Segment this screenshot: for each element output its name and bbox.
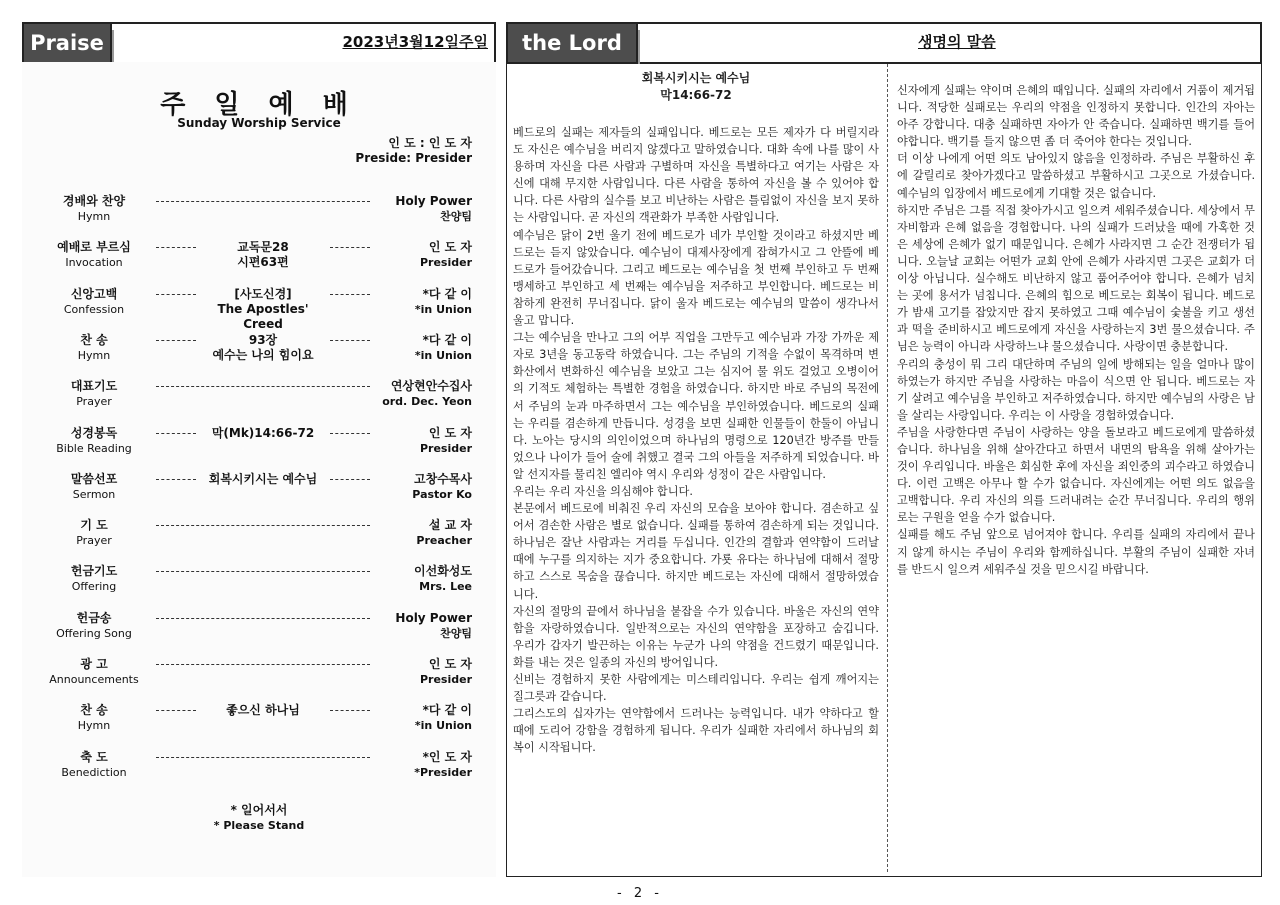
sermon-paragraph: 베드로의 실패는 제자들의 실패입니다. 베드로는 모든 제자가 다 버릴지라도 자신은 예수님을 버리지 않겠다고 말하였습니다. 대화 속에 나를 많이 사용하며 자신을 다른 사람과 구별하며 자신을 특별하다고 여기는 사람은 자신에 대해 무지한 사람입니다. 다른 사람을 통하여 자신을 볼 수 있어야 합니다. 다른 사람의 실수를 보고 비난하는 사람은 틀림없이 자신을 보지 못하는 사람입니다. 곧 자신의 객관화가 부족한 사람입니다. [513, 126, 879, 225]
leader-dots [156, 386, 370, 387]
order-item-name [44, 750, 144, 780]
service-subtitle: Sunday Worship Service [177, 116, 341, 130]
please-stand-ko: * 일어서서 [230, 803, 288, 817]
order-item-ko: 신앙고백 [70, 286, 118, 301]
leader-line-1: Holy Power [395, 610, 472, 625]
order-row [22, 564, 496, 604]
order-item-leader [362, 657, 472, 687]
leader-line-2: ord. Dec. Yeon [382, 395, 472, 409]
leader-line-1: *다 같 이 [422, 703, 472, 718]
order-item-name [44, 333, 144, 363]
sermon-paragraph: 우리의 충성이 뭐 그리 대단하며 주님의 일에 방해되는 일을 얼마나 많이 하였는가 하지만 주님을 사랑하는 마음이 식으면 안 됩니다. 베드로는 자기 살려고 예수님을 부인하고 저주하였습니다. 하지만 예수님의 사랑은 남을 살리는 사랑입니다. 우리는 이 사랑을 경험하였습니다. [897, 357, 1255, 422]
leader-line-2: 찬양팀 [440, 210, 472, 223]
sermon-title: 회복시키시는 예수님 [641, 71, 751, 85]
order-row [22, 703, 496, 743]
order-item-ko: 축 도 [80, 749, 108, 764]
order-item-leader [362, 750, 472, 780]
order-item-en: Bible Reading [56, 441, 132, 455]
order-item-en: Invocation [65, 256, 123, 270]
leader-line-1: 설 교 자 [428, 518, 472, 533]
column-divider [887, 64, 888, 872]
page-number: - 2 - [617, 886, 663, 901]
sermon-panel [506, 60, 1262, 877]
sermon-paragraph: 하지만 주님은 그를 직접 찾아가시고 일으켜 세워주셨습니다. 세상에서 무자비함과 은혜 없음을 경험합니다. 나의 실패가 드러났을 때에 가혹한 것은 세상에 은혜가 없기 때문입니다. 은혜가 사라지면 그 순간 전쟁터가 됩니다. 오늘날 교회는 어떤가 교회 안에 은혜가 사라지면 그곳은 교회가 더 이상 아닙니다. 실수해도 비난하지 않고 품어주어야 합니다. 은혜가 넘치는 곳에 용서가 넘칩니다. 은혜의 힘으로 베드로는 회복이 됩니다. 베드로가 밤새 고기를 잡았지만 잡지 못하였고 그때 예수님이 숯불을 키고 생선과 떡을 준비하시고 베드로에게 자신을 사랑하는지 3번 물으셨습니다. 주님은 능력이 아니라 사랑하느냐 물으셨습니다. 사랑이면 충분합니다. [897, 203, 1255, 354]
leader-line-2: Pastor Ko [412, 487, 472, 501]
leader-line-1: 인 도 자 [428, 240, 472, 255]
please-stand-note [22, 802, 496, 834]
order-item-name [44, 379, 144, 409]
detail-line-2: The Apostles' Creed [217, 301, 309, 331]
sermon-paragraph: 신자에게 실패는 약이며 은혜의 때입니다. 실패의 자리에서 거품이 제거됩니다. 적당한 실패로는 우리의 약점을 인정하지 못합니다. 인간의 자아는 아주 강합니다. 대충 실패하면 자아가 안 죽습니다. 실패하면 백기를 들어야합니다. 백기를 들지 않으면 좀 더 죽어야 한다는 것입니다. [897, 84, 1255, 149]
leader-line-1: *인 도 자 [422, 749, 472, 764]
order-item-ko: 성경봉독 [70, 425, 118, 440]
order-item-name [44, 611, 144, 641]
service-title: 주 일 예 배 [160, 90, 358, 120]
order-row [22, 286, 496, 331]
sermon-paragraph: 예수님은 닭이 2번 울기 전에 베드로가 네가 부인할 것이라고 하셨지만 베드로는 듣지 않았습니다. 예수님이 대제사장에게 잡혀가시고 그 안뜰에 베드로가 들어갔습니다. 그리고 베드로는 예수님을 첫 번째 부인하고 두 번째 맹세하고 부인하고 세 번째는 예수님을 저주하고 부인합니다. 베드로는 비참하게 완전히 무너집니다. 닭이 울자 베드로는 예수님의 말씀이 생각나서 울고 맙니다. [513, 228, 879, 328]
order-item-leader [362, 240, 472, 270]
right-page [506, 0, 1262, 905]
worship-order-panel [22, 62, 496, 877]
leader-line-2: *in Union [414, 719, 472, 733]
sermon-column-2 [897, 82, 1255, 578]
leader-line-1: Holy Power [395, 194, 472, 208]
order-item-name [44, 240, 144, 270]
order-row [22, 240, 496, 280]
leader-dots [156, 525, 370, 526]
order-item-en: Prayer [76, 395, 112, 409]
right-header-bar [506, 22, 1262, 64]
leader-line-2: Presider [419, 256, 472, 270]
the-lord-tab: the Lord [506, 22, 638, 64]
leader-dots [156, 247, 196, 248]
leader-dots [156, 479, 196, 480]
leader-line-1: *다 같 이 [422, 286, 472, 301]
order-item-ko: 경배와 찬양 [62, 194, 126, 208]
order-row [22, 518, 496, 558]
order-item-name [44, 518, 144, 548]
order-item-ko: 말씀선포 [70, 471, 118, 486]
leader-dots [156, 664, 370, 665]
order-item-ko: 기 도 [80, 518, 108, 533]
order-item-leader [362, 379, 472, 409]
sermon-paragraph: 본문에서 베드로에 비춰진 우리 자신의 모습을 보아야 합니다. 겸손하고 싶어서 겸손한 사람은 별로 없습니다. 실패를 통하여 겸손하게 되는 것입니다. 하나님은 잘난 사람과는 거리를 두십니다. 인간의 결함과 연약함이 드러날 때에 누구를 의지하는 지가 중요합니다. 가룟 유다는 하나님에 대해서 절망하고 스스로 목숨을 끊습니다. 하지만 베드로는 자신에 대해서 절망하였습니다. [513, 502, 879, 601]
order-item-ko: 헌금기도 [70, 564, 118, 579]
preside-line [355, 136, 472, 166]
order-item-en: Benediction [61, 765, 127, 779]
detail-line-2: 시편63편 [237, 255, 289, 270]
order-item-detail [198, 333, 328, 363]
leader-line-2: *in Union [414, 348, 472, 362]
order-item-en: Offering Song [56, 626, 132, 640]
order-item-detail [198, 426, 328, 441]
order-item-ko: 대표기도 [70, 379, 118, 394]
leader-dots [156, 571, 370, 572]
leader-line-1: *다 같 이 [422, 332, 472, 347]
order-item-en: Sermon [72, 487, 116, 501]
leader-line-1: 인 도 자 [428, 657, 472, 671]
sermon-heading [513, 70, 879, 104]
word-of-life-title: 생명의 말씀 [918, 33, 996, 51]
order-item-en: Hymn [77, 719, 111, 733]
leader-line-1: 연상현안수집사 [390, 379, 472, 394]
order-item-en: Offering [71, 580, 117, 594]
sermon-paragraph: 그리스도의 십자가는 연약함에서 드러나는 능력입니다. 내가 약하다고 할 때에 도리어 강함을 경험하게 됩니다. 우리가 실패한 자리에서 하나님의 회복이 시작됩니다. [513, 707, 879, 755]
order-item-leader [362, 426, 472, 456]
order-item-detail [198, 472, 328, 487]
leader-dots [156, 201, 370, 202]
detail-line-1: 교독문28 [237, 240, 289, 255]
order-item-name [44, 657, 144, 687]
order-item-name [44, 472, 144, 502]
detail-line-1: 막(Mk)14:66-72 [211, 425, 315, 440]
leader-dots [156, 710, 196, 711]
left-page [22, 0, 496, 905]
order-item-leader [362, 333, 472, 363]
praise-tab: Praise [22, 22, 112, 64]
leader-line-2: *in Union [414, 302, 472, 316]
order-item-detail [198, 240, 328, 270]
order-item-leader [362, 564, 472, 594]
order-item-en: Announcements [49, 673, 139, 686]
order-item-en: Hymn [77, 210, 111, 223]
order-item-ko: 찬 송 [80, 703, 108, 718]
order-row [22, 194, 496, 234]
sermon-reference: 막14:66-72 [660, 88, 732, 102]
preside-ko: 인 도 : 인 도 자 [388, 136, 472, 150]
order-item-leader [362, 611, 472, 641]
please-stand-en: * Please Stand [213, 819, 305, 832]
order-row [22, 426, 496, 466]
order-item-leader [362, 703, 472, 733]
sermon-paragraph: 신비는 경험하지 못한 사람에게는 미스테리입니다. 우리는 쉽게 깨어지는 질그릇과 같습니다. [513, 673, 879, 704]
sermon-paragraph: 우리는 우리 자신을 의심해야 합니다. [513, 484, 693, 498]
order-item-name [44, 564, 144, 594]
order-item-en: Hymn [77, 348, 111, 362]
leader-dots [156, 294, 196, 295]
leader-line-2: Preacher [416, 534, 472, 548]
order-item-name [44, 703, 144, 733]
order-row [22, 750, 496, 790]
order-row [22, 472, 496, 512]
preside-en: Preside: Presider [355, 151, 472, 165]
sermon-paragraph: 더 이상 나에게 어떤 의도 남아있지 않음을 인정하라. 주님은 부활하신 후에 갈릴리로 찾아가겠다고 말씀하셨고 부활하시고 그곳으로 가셨습니다. 예수님의 입장에서 베드로에게 기대할 것은 없습니다. [897, 152, 1255, 200]
leader-dots [156, 433, 196, 434]
sermon-paragraph: 그는 예수님을 만나고 그의 어부 직업을 그만두고 예수님과 가장 가까운 제자로 3년을 동고동락 하였습니다. 그는 주님의 기적을 수없이 목격하며 변화산에서 변화하신 예수님을 보았고 그는 심지어 물 위도 걸었고 오병이어의 기적도 체험하는 특별한 경험을 하였습니다. 하지만 바로 주님의 목전에서 주님의 눈과 마주하면서 그는 예수님을 부인하였습니다. 베드로의 실패는 우리를 겸손하게 만듭니다. 성경을 보면 실패한 인물들이 한둘이 아닙니다. 노아는 당시의 의인이었으며 하나님의 명령으로 120년간 방주를 만들었으나 나이가 들어 술에 취했고 결국 그의 아들을 저주하게 되었습니다. 바알 선지자를 물리친 엘리야 역시 우리와 성정이 같은 사람입니다. [513, 331, 879, 481]
order-item-name [44, 287, 144, 317]
sermon-column-1 [513, 70, 879, 756]
order-item-leader [362, 194, 472, 224]
leader-line-1: 이선화성도 [414, 564, 472, 579]
order-item-detail [198, 703, 328, 718]
order-item-en: Confession [63, 302, 125, 316]
detail-line-2: 예수는 나의 힘이요 [212, 347, 314, 362]
leader-line-2: Presider [419, 441, 472, 455]
sermon-paragraph: 주님을 사랑한다면 주님이 사랑하는 양을 돌보라고 베드로에게 말씀하셨습니다. 하나님을 위해 살아간다고 하면서 내면의 탐욕을 위해 살아가는 것이 우리입니다. 바울은 회심한 후에 자신을 죄인중의 괴수라고 하였습니다. 이런 고백은 아무나 할 수가 없습니다. 자신에게는 어떤 의도 없음을 고백합니다. 우리 자신의 의를 드러내려는 순간 무너집니다. 우리의 행위로는 구원을 얻을 수가 없습니다. [897, 425, 1255, 525]
order-item-leader [362, 472, 472, 502]
leader-line-2: Presider [419, 673, 472, 686]
detail-line-1: [사도신경] [234, 286, 292, 301]
order-row [22, 379, 496, 419]
order-item-name [44, 426, 144, 456]
order-item-ko: 헌금송 [76, 610, 112, 625]
order-item-leader [362, 518, 472, 548]
order-item-detail [198, 287, 328, 332]
order-row [22, 611, 496, 651]
order-row [22, 333, 496, 373]
leader-line-1: 인 도 자 [428, 425, 472, 440]
sermon-paragraph: 자신의 절망의 끝에서 하나님을 붙잡을 수가 있습니다. 바울은 자신의 연약함을 자랑하였습니다. 일반적으로는 자신의 연약함을 포장하고 숨깁니다. 우리가 갑자기 발끈하는 이유는 누군가 나의 약점을 건드렸기 때문입니다. 화를 내는 것은 일종의 자신의 방어입니다. [513, 604, 879, 669]
order-row [22, 657, 496, 697]
order-item-en: Prayer [76, 534, 112, 548]
order-item-ko: 광 고 [80, 657, 108, 671]
detail-line-1: 93장 [248, 332, 278, 347]
sermon-paragraph: 실패를 해도 주님 앞으로 넘어져야 합니다. 우리를 실패의 자리에서 끝나지 않게 하시는 주님이 우리와 함께하십니다. 부활의 주님이 실패한 자녀를 반드시 일으켜 세워주실 것을 믿으시길 바랍니다. [897, 528, 1255, 576]
order-item-ko: 예배로 부르심 [57, 240, 131, 255]
service-date: 2023년3월12일주일 [342, 33, 488, 51]
leader-line-2: 찬양팀 [440, 626, 472, 640]
leader-line-2: Mrs. Lee [419, 580, 472, 594]
leader-dots [156, 757, 370, 758]
leader-dots [156, 618, 370, 619]
order-item-leader [362, 287, 472, 317]
order-item-ko: 찬 송 [80, 332, 108, 347]
leader-line-1: 고창수목사 [414, 471, 472, 486]
detail-line-1: 회복시키시는 예수님 [208, 471, 318, 486]
leader-dots [156, 340, 196, 341]
order-item-name [44, 194, 144, 224]
left-header-bar [22, 22, 496, 64]
detail-line-1: 좋으신 하나님 [226, 703, 300, 718]
leader-line-2: *Presider [414, 765, 472, 779]
